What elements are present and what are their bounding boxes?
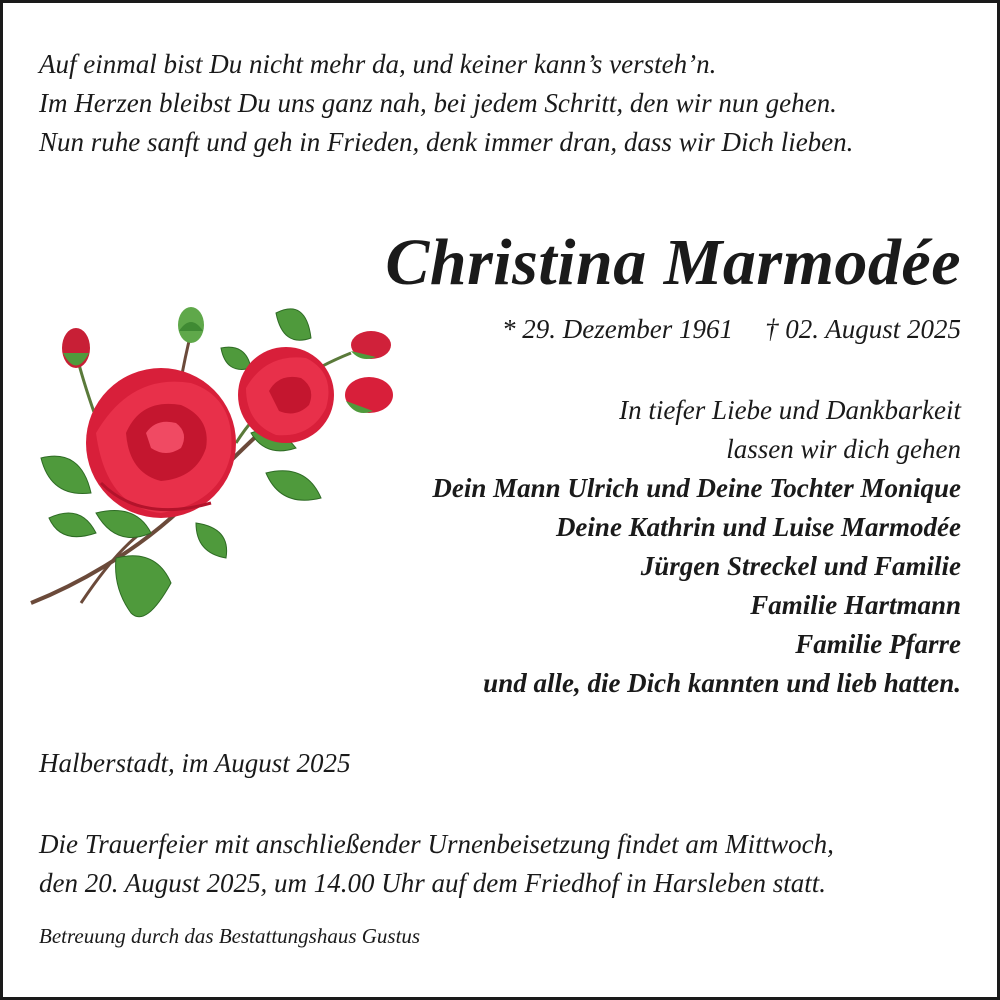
mourner-name: Dein Mann Ulrich und Deine Tochter Monique (432, 473, 961, 503)
funeral-line: Die Trauerfeier mit anschließender Urnenbeisetzung findet am Mittwoch, (39, 829, 834, 859)
birth-date: * 29. Dezember 1961 (502, 314, 733, 344)
poem-line: Im Herzen bleibst Du uns ganz nah, bei jedem Schritt, den wir nun gehen. (39, 88, 837, 118)
mourner-name: und alle, die Dich kannten und lieb hatten. (483, 668, 961, 698)
funeral-line: den 20. August 2025, um 14.00 Uhr auf dem Friedhof in Harsleben statt. (39, 868, 826, 898)
mourner-name: Deine Kathrin und Luise Marmodée (555, 512, 961, 542)
mourner-name: Familie Hartmann (750, 590, 961, 620)
death-date: † 02. August 2025 (764, 314, 961, 344)
place-date: Halberstadt, im August 2025 (39, 748, 351, 778)
mourner-name: Familie Pfarre (795, 629, 961, 659)
funeral-info (39, 825, 979, 903)
deceased-name: Christina Marmodée (385, 226, 961, 299)
mourner-name: Jürgen Streckel und Familie (640, 551, 961, 581)
mourners-intro: lassen wir dich gehen (726, 434, 961, 464)
poem-line: Auf einmal bist Du nicht mehr da, und keiner kann’s versteh’n. (39, 49, 717, 79)
undertaker-note: Betreuung durch das Bestattungshaus Gustus (39, 924, 421, 948)
poem-line: Nun ruhe sanft und geh in Frieden, denk immer dran, dass wir Dich lieben. (39, 127, 854, 157)
poem (39, 45, 979, 162)
mourners (301, 391, 961, 703)
life-dates (502, 311, 961, 347)
mourners-intro: In tiefer Liebe und Dankbarkeit (619, 395, 961, 425)
